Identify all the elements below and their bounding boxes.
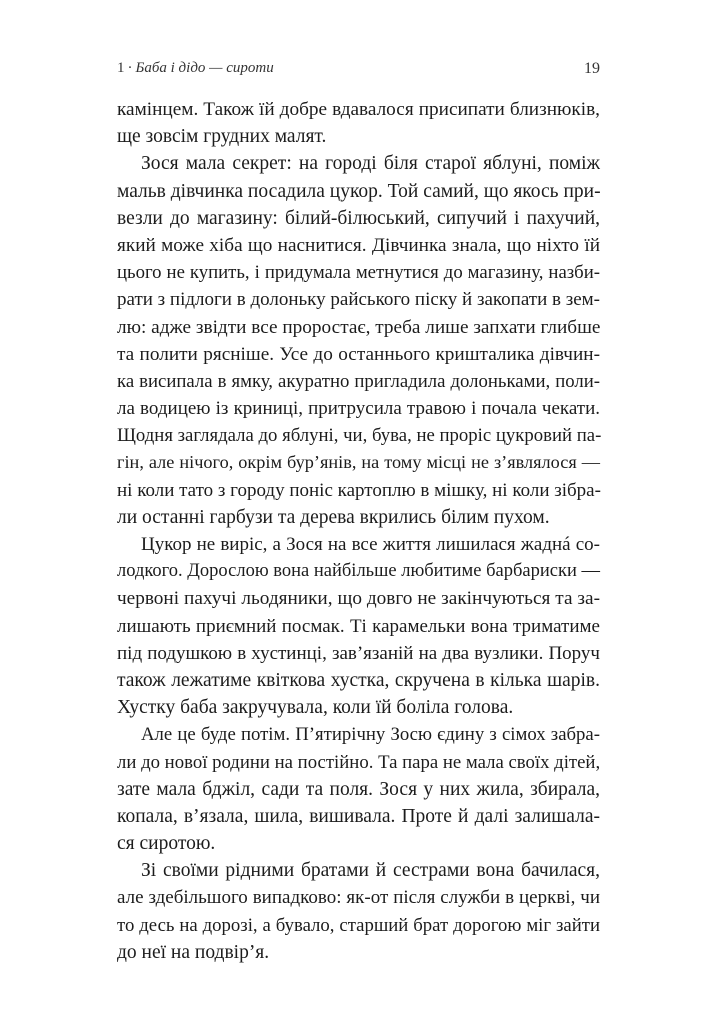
text-line: але здебільшого випадково: як-от після служби в церкві, чи [117,887,600,909]
header-separator: · [127,60,133,76]
chapter-number: 1 [117,60,125,76]
text-line: копала, в’язала, шила, вишивала. Проте й далі залишала- [117,805,600,827]
text-line: ся сиротою. [117,833,216,855]
chapter-title: Баба і дідо — сироти [135,60,274,76]
text-line: рати з підлоги в долоньку райського піску й закопати в зем- [117,289,600,311]
text-line: червоні пахучі льодяники, що довго не закінчуються та за- [117,588,600,610]
text-line: ли останні гарбузи та дерева вкрились білим пухом. [117,506,550,528]
text-line: Хустку баба закручувала, коли їй боліла голова. [117,697,514,719]
text-line: лишають приємний посмак. Ті карамельки вона триматиме [117,615,600,637]
text-line: під подушкою в хустинці, зав’язаній на два вузлики. Поруч [117,642,600,664]
text-line: лодкого. Дорослою вона найбільше любитиме барбариски — [117,561,600,582]
text-line: везли до магазину: білий-білюський, сипучий і пахучий, [117,207,600,229]
text-line: камінцем. Також їй добре вдавалося присипати близнюків, [117,99,600,120]
text-line: цього не купить, і придумала метнутися до магазину, назби- [117,262,600,284]
text-line: Але це буде потім. П’ятирічну Зосю єдину з сімох забра- [141,724,600,746]
text-line: то десь на дорозі, а бувало, старший брат дорогою міг зайти [117,914,600,936]
text-line: Зося мала секрет: на городі біля старої яблуні, поміж [141,153,600,175]
running-head [117,60,600,82]
text-line: Зі своїми рідними братами й сестрами вона бачилася, [141,860,600,882]
text-line: гін, але нічого, окрім бур’янів, на тому місці не з’являлося — [117,452,600,473]
text-line: ні коли тато з городу поніс картоплю в мішку, ні коли зібра- [117,479,601,501]
page-number: 19 [584,60,600,77]
text-line: Цукор не виріс, а Зося на все життя лишилася жаднá со- [141,534,600,555]
text-line: ла водицею із криниці, притрусила травою і почала чекати. [117,398,600,420]
text-line: Щодня заглядала до яблуні, чи, бува, не проріс цукровий па- [117,425,602,447]
text-line: який може хіба що наснитися. Дівчинка знала, що ніхто їй [117,234,600,256]
text-line: також лежатиме квіткова хустка, скручена в кілька шарів. [117,669,600,691]
text-line: та полити рясніше. Усе до останнього кришталика дівчин- [117,343,600,365]
text-line: ще зовсім грудних малят. [117,126,327,148]
text-line: до неї на подвір’я. [117,941,270,963]
text-line: зате мала бджіл, сади та поля. Зося у них жила, збирала, [117,778,600,800]
body-text [117,96,600,966]
text-line: ли до нової родини на постійно. Та пара не мала своїх дітей, [117,751,601,773]
text-line: ка висипала в ямку, акуратно пригладила долоньками, поли- [117,370,600,392]
text-line: мальв дівчинка посадила цукор. Той самий, що якось при- [117,180,601,202]
text-line: лю: адже звідти все проростає, треба лише запхати глибше [117,316,601,338]
